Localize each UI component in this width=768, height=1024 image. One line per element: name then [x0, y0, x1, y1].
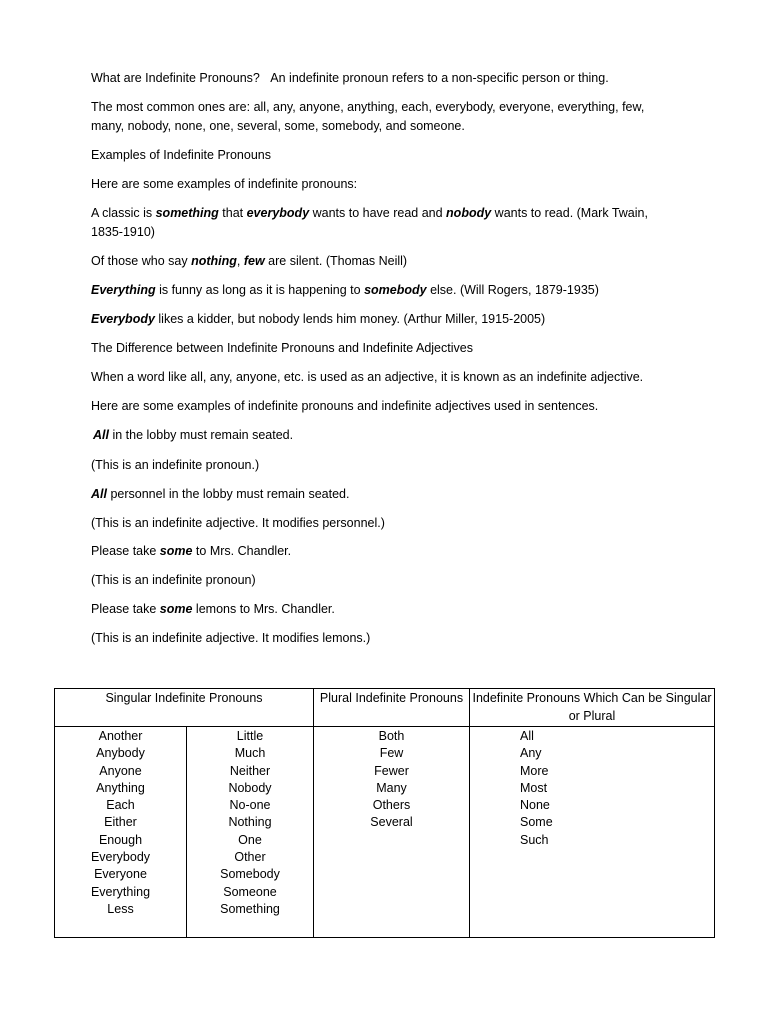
- pronoun-word: Few: [379, 746, 404, 761]
- header-plural: Plural Indefinite Pronouns: [314, 689, 470, 727]
- sentence-2-note: (This is an indefinite adjective. It modifies personnel.): [91, 516, 385, 530]
- difference-heading: The Difference between Indefinite Pronouns and Indefinite Adjectives: [91, 341, 473, 355]
- sentence-3-note: (This is an indefinite pronoun): [91, 573, 256, 587]
- emphasis: All: [93, 428, 109, 442]
- pronoun-word: Everyone: [94, 867, 147, 882]
- quote-will-rogers: [91, 281, 691, 300]
- pronoun-word: Neither: [229, 763, 271, 778]
- pronoun-word: Everything: [90, 884, 151, 899]
- intro-definition: An indefinite pronoun refers to a non-specific person or thing.: [270, 71, 609, 85]
- singular-column-2: [187, 727, 314, 938]
- sentence-1: [93, 426, 693, 445]
- singular-or-plural-column: [470, 727, 715, 938]
- sentence-1-note: (This is an indefinite pronoun.): [91, 458, 260, 472]
- pronoun-word: Everybody: [90, 850, 151, 865]
- pronoun-word: Several: [370, 815, 413, 830]
- common-list-line2: many, nobody, none, one, several, some, somebody, and someone.: [91, 119, 465, 133]
- pronoun-word: Either: [104, 815, 137, 830]
- sentence-4-note: (This is an indefinite adjective. It modifies lemons.): [91, 631, 371, 645]
- pronoun-word: All: [520, 729, 534, 743]
- pronoun-word: Anything: [96, 780, 145, 795]
- examples-intro: Here are some examples of indefinite pronouns:: [91, 177, 358, 191]
- emphasis: Everybody: [91, 312, 155, 326]
- emphasis: Everything: [91, 283, 156, 297]
- pronoun-word: Fewer: [374, 763, 409, 778]
- pronoun-word: Some: [520, 815, 553, 830]
- header-singular-or-plural: Indefinite Pronouns Which Can be Singular or Plural: [470, 689, 715, 727]
- pronoun-word: Most: [520, 780, 548, 795]
- pronoun-word: Nobody: [228, 780, 272, 795]
- text-run: lemons to Mrs. Chandler.: [192, 602, 335, 616]
- pronoun-word: Less: [107, 901, 134, 916]
- text-run: wants to have read and: [309, 206, 447, 220]
- pronoun-word: Someone: [223, 884, 277, 899]
- header-singular: Singular Indefinite Pronouns: [55, 689, 314, 727]
- text-run: that: [218, 206, 247, 220]
- emphasis: All: [91, 487, 107, 501]
- intro-line: [91, 69, 691, 88]
- text-run: wants to read. (Mark Twain,: [491, 206, 648, 220]
- emphasis: some: [159, 544, 193, 558]
- text-run: Of those who say: [91, 254, 192, 268]
- pronoun-word: One: [238, 832, 262, 847]
- pronoun-word: Enough: [98, 832, 143, 847]
- quote-arthur-miller: [91, 310, 691, 329]
- pronoun-word: More: [520, 763, 549, 778]
- examples-heading: Examples of Indefinite Pronouns: [91, 148, 271, 162]
- text-run: Please take: [91, 602, 160, 616]
- sentences-intro: Here are some examples of indefinite pronouns and indefinite adjectives used in sentences.: [91, 399, 599, 413]
- sentence-2: [91, 485, 691, 504]
- emphasis: everybody: [246, 206, 310, 220]
- text-run: personnel in the lobby must remain seated.: [106, 487, 350, 501]
- pronoun-word: None: [520, 798, 550, 813]
- pronoun-word: Such: [520, 832, 549, 847]
- pronoun-word: Little: [236, 729, 264, 743]
- pronoun-word: Any: [520, 746, 542, 761]
- pronoun-word: Nothing: [228, 815, 272, 830]
- pronoun-word: Somebody: [220, 867, 280, 882]
- text-run: likes a kidder, but nobody lends him money. (Arthur Miller, 1915-2005): [154, 312, 546, 326]
- common-pronouns-paragraph: [91, 98, 691, 136]
- quote-mark-twain: [91, 204, 691, 242]
- plural-column: [314, 727, 470, 938]
- text-run: A classic is: [91, 206, 156, 220]
- emphasis: somebody: [364, 283, 427, 297]
- pronoun-word: Much: [234, 746, 266, 761]
- pronoun-word: Others: [372, 798, 411, 813]
- text-run: 1835-1910): [91, 225, 155, 239]
- quote-thomas-neill: [91, 252, 691, 271]
- text-run: is funny as long as it is happening to: [155, 283, 365, 297]
- difference-text: When a word like all, any, anyone, etc. is used as an adjective, it is known as an indefinite adjective.: [91, 370, 644, 384]
- pronoun-word: Anyone: [99, 763, 142, 778]
- emphasis: nothing: [191, 254, 237, 268]
- pronoun-word: Anybody: [96, 746, 145, 761]
- text-run: ,: [236, 254, 244, 268]
- intro-question: What are Indefinite Pronouns?: [91, 71, 260, 85]
- text-run: in the lobby must remain seated.: [108, 428, 294, 442]
- pronoun-word: Another: [98, 729, 143, 743]
- emphasis: few: [243, 254, 265, 268]
- text-run: else. (Will Rogers, 1879-1935): [426, 283, 599, 297]
- singular-column-1: [55, 727, 187, 938]
- emphasis: something: [155, 206, 219, 220]
- emphasis: some: [159, 602, 193, 616]
- sentence-3: [91, 542, 691, 561]
- pronoun-word: Both: [378, 729, 405, 743]
- text-run: to Mrs. Chandler.: [192, 544, 292, 558]
- pronoun-word: No-one: [229, 798, 271, 813]
- pronoun-word: Something: [220, 901, 280, 916]
- emphasis: nobody: [446, 206, 492, 220]
- pronoun-word: Many: [376, 780, 407, 795]
- pronoun-word: Other: [234, 850, 266, 865]
- text-run: are silent. (Thomas Neill): [264, 254, 408, 268]
- common-list-line1: The most common ones are: all, any, anyone, anything, each, everybody, everyone, everything, few,: [91, 100, 645, 114]
- table-body-row: [55, 727, 715, 938]
- pronoun-word: Each: [106, 798, 135, 813]
- table-header-row: [55, 689, 715, 727]
- text-run: Please take: [91, 544, 160, 558]
- sentence-4: [91, 600, 691, 619]
- pronoun-table: [54, 688, 715, 938]
